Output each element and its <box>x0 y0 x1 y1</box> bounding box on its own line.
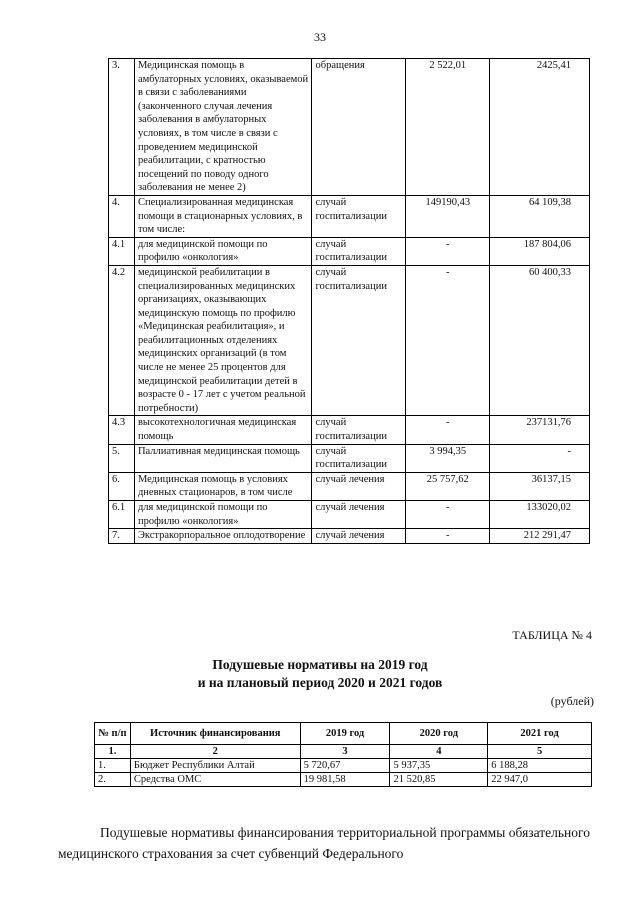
table-row <box>109 501 590 529</box>
row-2020: 21 520,85 <box>390 773 488 787</box>
page-number: 33 <box>314 30 326 44</box>
row-num: 4.2 <box>109 265 135 416</box>
row-num: 4. <box>109 195 135 237</box>
row-source: Бюджет Республики Алтай <box>130 759 300 773</box>
row-num: 4.3 <box>109 416 135 444</box>
table4-title-line1: Подушевые нормативы на 2019 год <box>212 657 428 672</box>
row-value-2: - <box>490 444 590 472</box>
table-row <box>109 416 590 444</box>
row-unit: случай госпитализации <box>312 195 406 237</box>
row-num: 6. <box>109 472 135 500</box>
row-name: Медицинская помощь в амбулаторных условиях, оказываемой в связи с заболеваниями (законченного случая лечения заболевания в амбулаторных условиях, в том числе в связи с проведением медицинской реабилитации, с кратностью посещений по поводу одного заболевания не менее 2) <box>134 59 312 196</box>
row-num: 5. <box>109 444 135 472</box>
row-value-1: 2 522,01 <box>406 59 490 196</box>
row-unit: случай госпитализации <box>312 237 406 265</box>
row-name: для медицинской помощи по профилю «онкология» <box>134 501 312 529</box>
table-row <box>109 529 590 544</box>
header-2019: 2019 год <box>300 723 390 745</box>
row-num: 2. <box>95 773 131 787</box>
row-value-1: - <box>406 501 490 529</box>
row-value-1: 25 757,62 <box>406 472 490 500</box>
row-value-2: 60 400,33 <box>490 265 590 416</box>
norms-table <box>108 58 590 544</box>
row-unit: случай госпитализации <box>312 416 406 444</box>
row-unit: случай лечения <box>312 501 406 529</box>
header-source: Источник финансирования <box>130 723 300 745</box>
row-2020: 5 937,35 <box>390 759 488 773</box>
row-num: 1. <box>95 759 131 773</box>
body-paragraph: Подушевые нормативы финансирования территориальной программы обязательного медицинского страхования за счет субвенций Федерального <box>58 825 590 861</box>
index-cell: 2 <box>130 745 300 759</box>
row-value-2: 212 291,47 <box>490 529 590 544</box>
table-row <box>95 759 592 773</box>
row-name: Специализированная медицинская помощи в стационарных условиях, в том числе: <box>134 195 312 237</box>
table-row <box>109 265 590 416</box>
row-value-1: 3 994,35 <box>406 444 490 472</box>
table-row <box>95 773 592 787</box>
row-name: высокотехнологичная медицинская помощь <box>134 416 312 444</box>
header-2020: 2020 год <box>390 723 488 745</box>
row-num: 7. <box>109 529 135 544</box>
row-unit: случай госпитализации <box>312 444 406 472</box>
row-unit: случай лечения <box>312 529 406 544</box>
row-source: Средства ОМС <box>130 773 300 787</box>
index-cell: 5 <box>488 745 592 759</box>
row-name: медицинской реабилитации в специализированных медицинских организациях, оказывающих медицинскую помощь по профилю «Медицинская реабилитация», и реабилитационных отделениях медицинских организаций (в том числе не менее 25 процентов для медицинской реабилитации детей в возрасте 0 - 17 лет с учетом реальной потребности) <box>134 265 312 416</box>
row-value-1: - <box>406 265 490 416</box>
row-2019: 19 981,58 <box>300 773 390 787</box>
table-row <box>109 444 590 472</box>
index-cell: 4 <box>390 745 488 759</box>
row-name: Медицинская помощь в условиях дневных стационаров, в том числе <box>134 472 312 500</box>
row-unit: случай лечения <box>312 472 406 500</box>
row-value-1: - <box>406 529 490 544</box>
row-value-2: 2425,41 <box>490 59 590 196</box>
table4-title-line2: и на плановый период 2020 и 2021 годов <box>197 675 443 690</box>
header-2021: 2021 год <box>488 723 592 745</box>
row-value-1: - <box>406 237 490 265</box>
row-name: Экстракорпоральное оплодотворение <box>134 529 312 544</box>
table-row <box>109 59 590 196</box>
index-cell: 1. <box>95 745 131 759</box>
row-value-2: 187 804,06 <box>490 237 590 265</box>
row-name: для медицинской помощи по профилю «онкология» <box>134 237 312 265</box>
row-value-1: - <box>406 416 490 444</box>
row-num: 4.1 <box>109 237 135 265</box>
row-2021: 6 188,28 <box>488 759 592 773</box>
row-value-1: 149190,43 <box>406 195 490 237</box>
table-header-row <box>95 723 592 745</box>
row-unit: случай госпитализации <box>312 265 406 416</box>
row-value-2: 237131,76 <box>490 416 590 444</box>
row-num: 6.1 <box>109 501 135 529</box>
per-capita-table <box>94 722 592 787</box>
table-row <box>109 472 590 500</box>
row-2021: 22 947,0 <box>488 773 592 787</box>
row-name: Паллиативная медицинская помощь <box>134 444 312 472</box>
table-index-row <box>95 745 592 759</box>
table-row <box>109 237 590 265</box>
table4-label: ТАБЛИЦА № 4 <box>512 628 592 642</box>
row-value-2: 36137,15 <box>490 472 590 500</box>
row-unit: обращения <box>312 59 406 196</box>
table-row <box>109 195 590 237</box>
row-2019: 5 720,67 <box>300 759 390 773</box>
table4-title <box>0 656 640 692</box>
header-num: № п/п <box>95 723 131 745</box>
row-value-2: 133020,02 <box>490 501 590 529</box>
row-num: 3. <box>109 59 135 196</box>
table4-unit: (рублей) <box>550 694 594 708</box>
index-cell: 3 <box>300 745 390 759</box>
row-value-2: 64 109,38 <box>490 195 590 237</box>
